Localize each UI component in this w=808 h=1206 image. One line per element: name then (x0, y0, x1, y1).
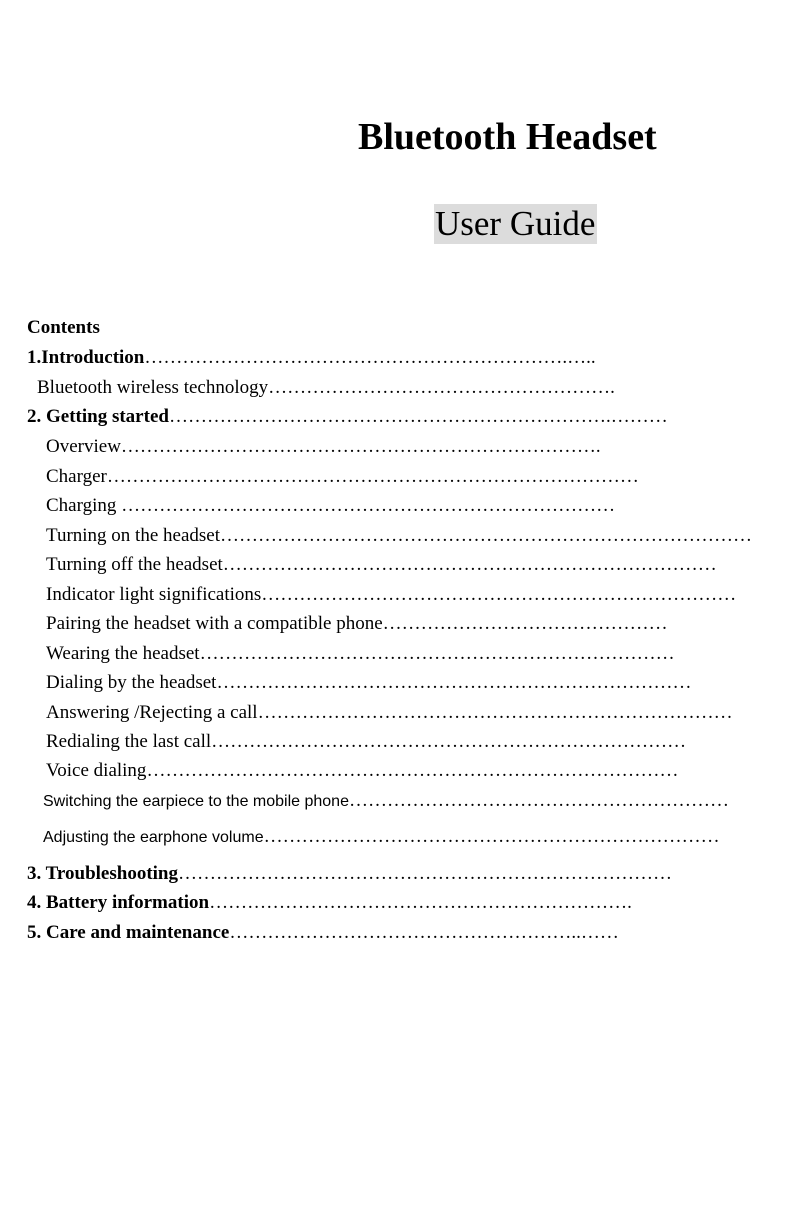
toc-entry-label: 5. Care and maintenance (27, 922, 230, 943)
toc-leader-dots: ………………………………………………………………………… (106, 466, 639, 487)
toc-entry-label: Turning on the headset (46, 525, 220, 546)
toc-leader-dots: ………………………………………………………………………… (146, 760, 679, 781)
toc-leader-dots: …………………………………………………………………… (222, 554, 717, 575)
toc-entry-switching-the-earpiece (43, 789, 765, 814)
toc-entry-indicator-light-significations (46, 583, 768, 607)
document-title: Bluetooth Headset (358, 116, 657, 158)
toc-entry-bluetooth-wireless-technology (37, 376, 662, 400)
toc-entry-redialing-the-last-call (46, 730, 716, 754)
toc-entry-pairing-the-headset (46, 612, 716, 636)
toc-leader-dots: ……………………………………… (382, 613, 668, 634)
toc-entry-turning-off-the-headset (46, 553, 728, 577)
toc-entry-overview (46, 435, 668, 459)
toc-entry-label: Overview (46, 436, 121, 457)
toc-entry-label: Bluetooth wireless technology (37, 377, 269, 398)
toc-entry-battery-information (27, 891, 660, 915)
toc-leader-dots: ………………………………………………………………… (216, 672, 692, 693)
toc-entry-label: Dialing by the headset (46, 672, 217, 693)
toc-entry-label: Turning off the headset (46, 554, 223, 575)
toc-leader-dots: ………………………………………………………….….. (144, 347, 596, 368)
toc-entry-label: 3. Troubleshooting (27, 863, 178, 884)
toc-entry-label: Wearing the headset (46, 643, 200, 664)
toc-leader-dots: ……………………………………………………………… (263, 826, 720, 847)
contents-heading: Contents (27, 317, 100, 338)
toc-entry-charging (46, 494, 681, 518)
toc-entry-label: Charger (46, 466, 107, 487)
toc-entry-answering-rejecting-a-call (46, 701, 765, 725)
toc-entry-label: Switching the earpiece to the mobile phone (43, 793, 349, 810)
toc-entry-care-and-maintenance (27, 921, 647, 945)
toc-entry-label: Voice dialing (46, 760, 147, 781)
toc-leader-dots: …………………………………………………………….……… (168, 406, 668, 427)
toc-entry-label: Adjusting the earphone volume (43, 829, 264, 846)
toc-entry-turning-on-the-headset (46, 524, 786, 548)
toc-leader-dots: ………………………………………………………………………… (219, 525, 752, 546)
toc-entry-label: Indicator light significations (46, 584, 262, 605)
toc-entry-label: Redialing the last call (46, 731, 212, 752)
toc-leader-dots: …………………………………………………………………… (178, 863, 672, 884)
toc-entry-adjusting-the-earphone-volume (43, 825, 753, 850)
toc-leader-dots: …………………………………………………………. (209, 892, 632, 913)
toc-entry-label: 2. Getting started (27, 406, 169, 427)
toc-entry-label: 1.Introduction (27, 347, 145, 368)
toc-leader-dots: ………………………………………………..…… (229, 922, 619, 943)
toc-entry-voice-dialing (46, 759, 708, 783)
toc-leader-dots: ………………………………………………………………… (257, 702, 733, 723)
toc-entry-introduction (27, 346, 667, 370)
toc-entry-label: Answering /Rejecting a call (46, 702, 258, 723)
toc-leader-dots: …………………………………………………………………. (120, 436, 601, 457)
toc-entry-dialing-by-the-headset (46, 671, 721, 695)
toc-leader-dots: ………………………………………………………………… (211, 731, 687, 752)
toc-leader-dots: ………………………………………………………………… (199, 643, 675, 664)
toc-leader-dots: ………………………………………………. (268, 377, 615, 398)
toc-entry-label: Charging (46, 495, 122, 516)
document-subtitle: User Guide (435, 204, 596, 243)
toc-leader-dots: …………………………………………………………………… (121, 495, 616, 516)
toc-leader-dots: …………………………………………………… (348, 790, 729, 811)
toc-entry-troubleshooting (27, 862, 682, 886)
toc-entry-getting-started (27, 405, 697, 429)
toc-entry-wearing-the-headset (46, 642, 704, 666)
toc-entry-label: 4. Battery information (27, 892, 210, 913)
toc-leader-dots: ………………………………………………………………… (261, 584, 737, 605)
toc-entry-charger (46, 465, 668, 489)
toc-entry-label: Pairing the headset with a compatible phone (46, 613, 383, 634)
